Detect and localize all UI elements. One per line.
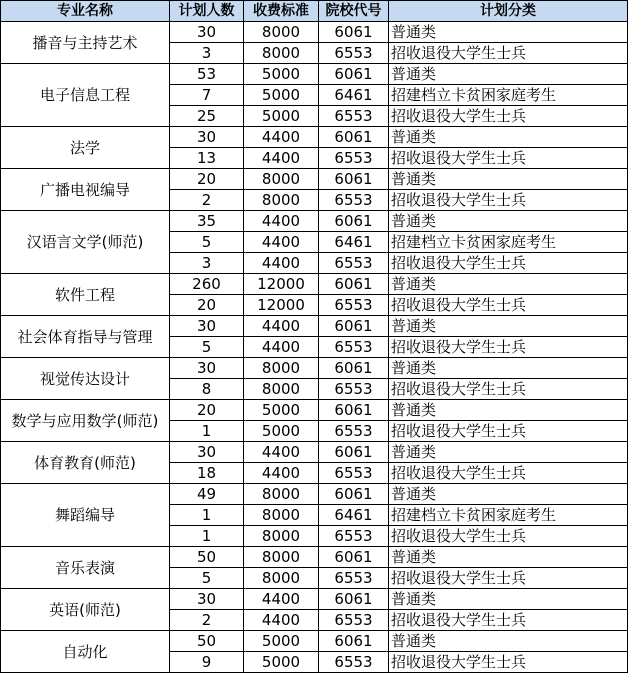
plan-count-cell: 20: [170, 400, 244, 421]
school-code-cell: 6061: [319, 274, 389, 295]
table-row: [1, 400, 628, 421]
school-code-cell: 6061: [319, 589, 389, 610]
major-name-cell: 视觉传达设计: [1, 358, 170, 400]
table-row: [1, 484, 628, 505]
tuition-cell: 4400: [244, 442, 319, 463]
tuition-cell: 5000: [244, 421, 319, 442]
major-name-cell: 法学: [1, 127, 170, 169]
tuition-cell: 4400: [244, 127, 319, 148]
tuition-cell: 5000: [244, 631, 319, 652]
school-code-cell: 6553: [319, 421, 389, 442]
school-code-cell: 6061: [319, 64, 389, 85]
major-name-cell: 社会体育指导与管理: [1, 316, 170, 358]
plan-category-cell: 招收退役大学生士兵: [389, 379, 628, 400]
plan-count-cell: 18: [170, 463, 244, 484]
plan-count-cell: 50: [170, 631, 244, 652]
tuition-cell: 8000: [244, 22, 319, 43]
school-code-cell: 6061: [319, 484, 389, 505]
plan-count-cell: 2: [170, 190, 244, 211]
school-code-cell: 6061: [319, 169, 389, 190]
plan-count-cell: 20: [170, 295, 244, 316]
major-name-cell: 舞蹈编导: [1, 484, 170, 547]
tuition-cell: 12000: [244, 274, 319, 295]
plan-count-cell: 260: [170, 274, 244, 295]
plan-category-cell: 普通类: [389, 169, 628, 190]
plan-category-cell: 普通类: [389, 274, 628, 295]
plan-category-cell: 普通类: [389, 400, 628, 421]
school-code-cell: 6553: [319, 337, 389, 358]
school-code-cell: 6553: [319, 106, 389, 127]
table-row: [1, 589, 628, 610]
plan-category-cell: 普通类: [389, 22, 628, 43]
plan-category-cell: 普通类: [389, 442, 628, 463]
plan-category-cell: 普通类: [389, 547, 628, 568]
plan-category-cell: 招建档立卡贫困家庭考生: [389, 232, 628, 253]
tuition-cell: 5000: [244, 64, 319, 85]
plan-count-cell: 8: [170, 379, 244, 400]
school-code-cell: 6553: [319, 43, 389, 64]
school-code-cell: 6553: [319, 610, 389, 631]
school-code-cell: 6553: [319, 295, 389, 316]
plan-category-cell: 招收退役大学生士兵: [389, 43, 628, 64]
plan-category-cell: 普通类: [389, 631, 628, 652]
plan-count-cell: 5: [170, 232, 244, 253]
tuition-cell: 8000: [244, 526, 319, 547]
tuition-cell: 8000: [244, 568, 319, 589]
major-name-cell: 汉语言文学(师范): [1, 211, 170, 274]
header-plan-category: 计划分类: [389, 1, 628, 22]
table-row: [1, 211, 628, 232]
plan-category-cell: 普通类: [389, 589, 628, 610]
tuition-cell: 4400: [244, 232, 319, 253]
major-name-cell: 广播电视编导: [1, 169, 170, 211]
major-name-cell: 体育教育(师范): [1, 442, 170, 484]
tuition-cell: 8000: [244, 547, 319, 568]
tuition-cell: 8000: [244, 43, 319, 64]
table-row: [1, 274, 628, 295]
major-name-cell: 播音与主持艺术: [1, 22, 170, 64]
plan-count-cell: 25: [170, 106, 244, 127]
major-name-cell: 自动化: [1, 631, 170, 673]
table-row: [1, 127, 628, 148]
tuition-cell: 5000: [244, 400, 319, 421]
school-code-cell: 6553: [319, 526, 389, 547]
tuition-cell: 8000: [244, 190, 319, 211]
school-code-cell: 6461: [319, 85, 389, 106]
plan-category-cell: 招收退役大学生士兵: [389, 610, 628, 631]
plan-category-cell: 招收退役大学生士兵: [389, 148, 628, 169]
plan-count-cell: 49: [170, 484, 244, 505]
school-code-cell: 6061: [319, 547, 389, 568]
table-row: [1, 442, 628, 463]
tuition-cell: 5000: [244, 85, 319, 106]
plan-category-cell: 普通类: [389, 127, 628, 148]
tuition-cell: 4400: [244, 148, 319, 169]
tuition-cell: 8000: [244, 358, 319, 379]
plan-count-cell: 30: [170, 442, 244, 463]
school-code-cell: 6061: [319, 127, 389, 148]
tuition-cell: 4400: [244, 211, 319, 232]
plan-count-cell: 35: [170, 211, 244, 232]
major-name-cell: 英语(师范): [1, 589, 170, 631]
school-code-cell: 6061: [319, 442, 389, 463]
plan-category-cell: 招收退役大学生士兵: [389, 253, 628, 274]
school-code-cell: 6061: [319, 358, 389, 379]
school-code-cell: 6461: [319, 505, 389, 526]
plan-count-cell: 30: [170, 127, 244, 148]
plan-count-cell: 20: [170, 169, 244, 190]
plan-count-cell: 30: [170, 22, 244, 43]
plan-category-cell: 普通类: [389, 64, 628, 85]
plan-count-cell: 30: [170, 316, 244, 337]
school-code-cell: 6553: [319, 379, 389, 400]
major-name-cell: 数学与应用数学(师范): [1, 400, 170, 442]
table-row: [1, 22, 628, 43]
plan-category-cell: 普通类: [389, 211, 628, 232]
plan-category-cell: 招收退役大学生士兵: [389, 463, 628, 484]
plan-count-cell: 9: [170, 652, 244, 673]
tuition-cell: 4400: [244, 253, 319, 274]
header-row: [1, 1, 628, 22]
table-row: [1, 316, 628, 337]
table-row: [1, 169, 628, 190]
school-code-cell: 6553: [319, 463, 389, 484]
school-code-cell: 6553: [319, 190, 389, 211]
header-tuition: 收费标准: [244, 1, 319, 22]
header-school-code: 院校代号: [319, 1, 389, 22]
plan-count-cell: 1: [170, 421, 244, 442]
plan-category-cell: 招收退役大学生士兵: [389, 106, 628, 127]
plan-count-cell: 7: [170, 85, 244, 106]
school-code-cell: 6061: [319, 211, 389, 232]
table-row: [1, 64, 628, 85]
school-code-cell: 6553: [319, 652, 389, 673]
plan-category-cell: 招收退役大学生士兵: [389, 568, 628, 589]
tuition-cell: 8000: [244, 169, 319, 190]
school-code-cell: 6061: [319, 631, 389, 652]
table-row: [1, 358, 628, 379]
plan-count-cell: 30: [170, 358, 244, 379]
tuition-cell: 8000: [244, 505, 319, 526]
tuition-cell: 5000: [244, 652, 319, 673]
plan-category-cell: 普通类: [389, 316, 628, 337]
tuition-cell: 4400: [244, 316, 319, 337]
tuition-cell: 4400: [244, 610, 319, 631]
plan-count-cell: 3: [170, 253, 244, 274]
plan-category-cell: 普通类: [389, 358, 628, 379]
plan-count-cell: 30: [170, 589, 244, 610]
plan-category-cell: 招收退役大学生士兵: [389, 190, 628, 211]
table-row: [1, 547, 628, 568]
plan-count-cell: 1: [170, 505, 244, 526]
plan-category-cell: 招收退役大学生士兵: [389, 337, 628, 358]
plan-category-cell: 招建档立卡贫困家庭考生: [389, 505, 628, 526]
tuition-cell: 8000: [244, 379, 319, 400]
plan-count-cell: 1: [170, 526, 244, 547]
plan-count-cell: 2: [170, 610, 244, 631]
table-body: [1, 22, 628, 673]
plan-category-cell: 招收退役大学生士兵: [389, 295, 628, 316]
tuition-cell: 12000: [244, 295, 319, 316]
plan-count-cell: 5: [170, 568, 244, 589]
header-plan-count: 计划人数: [170, 1, 244, 22]
plan-count-cell: 53: [170, 64, 244, 85]
table-row: [1, 631, 628, 652]
plan-category-cell: 招收退役大学生士兵: [389, 526, 628, 547]
tuition-cell: 8000: [244, 484, 319, 505]
plan-count-cell: 13: [170, 148, 244, 169]
tuition-cell: 4400: [244, 463, 319, 484]
school-code-cell: 6061: [319, 22, 389, 43]
major-name-cell: 电子信息工程: [1, 64, 170, 127]
tuition-cell: 4400: [244, 337, 319, 358]
plan-count-cell: 50: [170, 547, 244, 568]
plan-category-cell: 招建档立卡贫困家庭考生: [389, 85, 628, 106]
header-major-name: 专业名称: [1, 1, 170, 22]
school-code-cell: 6461: [319, 232, 389, 253]
school-code-cell: 6061: [319, 400, 389, 421]
major-name-cell: 软件工程: [1, 274, 170, 316]
school-code-cell: 6553: [319, 568, 389, 589]
major-name-cell: 音乐表演: [1, 547, 170, 589]
tuition-cell: 5000: [244, 106, 319, 127]
plan-category-cell: 普通类: [389, 484, 628, 505]
plan-count-cell: 3: [170, 43, 244, 64]
school-code-cell: 6553: [319, 253, 389, 274]
school-code-cell: 6061: [319, 316, 389, 337]
tuition-cell: 4400: [244, 589, 319, 610]
plan-count-cell: 5: [170, 337, 244, 358]
school-code-cell: 6553: [319, 148, 389, 169]
plan-category-cell: 招收退役大学生士兵: [389, 652, 628, 673]
plan-category-cell: 招收退役大学生士兵: [389, 421, 628, 442]
